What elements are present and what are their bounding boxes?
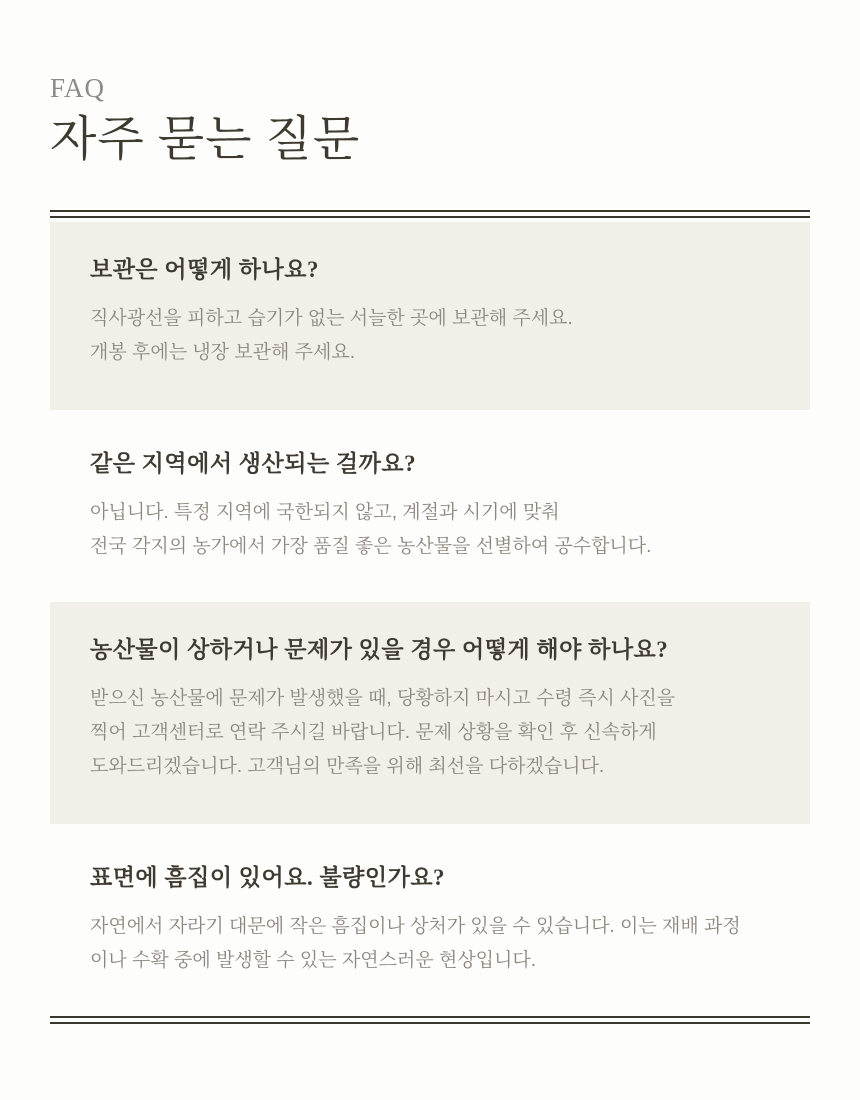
page-title: 자주 묻는 질문 [50, 113, 361, 167]
faq-item-surface-blemish [50, 862, 810, 978]
top-divider [50, 210, 810, 218]
faq-answer-line: 전국 각지의 농가에서 가장 품질 좋은 농산물을 선별하여 공수합니다. [90, 536, 652, 558]
faq-item-damaged-product [50, 602, 810, 824]
faq-answer [90, 496, 770, 564]
faq-answer-line: 직사광선을 피하고 습기가 없는 서늘한 곳에 보관해 주세요. [90, 308, 573, 330]
faq-answer-line: 도와드리겠습니다. 고객님의 만족을 위해 최선을 다하겠습니다. [90, 756, 605, 778]
faq-answer-line: 이나 수확 중에 발생할 수 있는 자연스러운 현상입니다. [90, 950, 537, 972]
bottom-divider [50, 1016, 810, 1024]
faq-answer-line: 아닙니다. 특정 지역에 국한되지 않고, 계절과 시기에 맞춰 [90, 502, 560, 524]
faq-answer [90, 910, 770, 978]
faq-answer-line: 받으신 농산물에 문제가 발생했을 때, 당황하지 마시고 수령 즉시 사진을 [90, 688, 676, 710]
faq-item-storage [50, 222, 810, 410]
faq-question: 표면에 흠집이 있어요. 불량인가요? [90, 865, 446, 891]
faq-answer [90, 302, 770, 370]
faq-answer-line: 자연에서 자라기 대문에 작은 흠집이나 상처가 있을 수 있습니다. 이는 재배 과정 [90, 916, 741, 938]
faq-question: 같은 지역에서 생산되는 걸까요? [90, 451, 417, 477]
faq-question: 보관은 어떻게 하나요? [90, 257, 319, 283]
faq-answer [90, 682, 770, 784]
faq-question: 농산물이 상하거나 문제가 있을 경우 어떻게 해야 하나요? [90, 637, 669, 663]
faq-eyebrow-label: FAQ [50, 73, 106, 103]
faq-item-region [50, 448, 810, 564]
faq-answer-line: 개봉 후에는 냉장 보관해 주세요. [90, 342, 355, 364]
faq-answer-line: 찍어 고객센터로 연락 주시길 바랍니다. 문제 상황을 확인 후 신속하게 [90, 722, 657, 744]
faq-section [50, 0, 810, 1024]
